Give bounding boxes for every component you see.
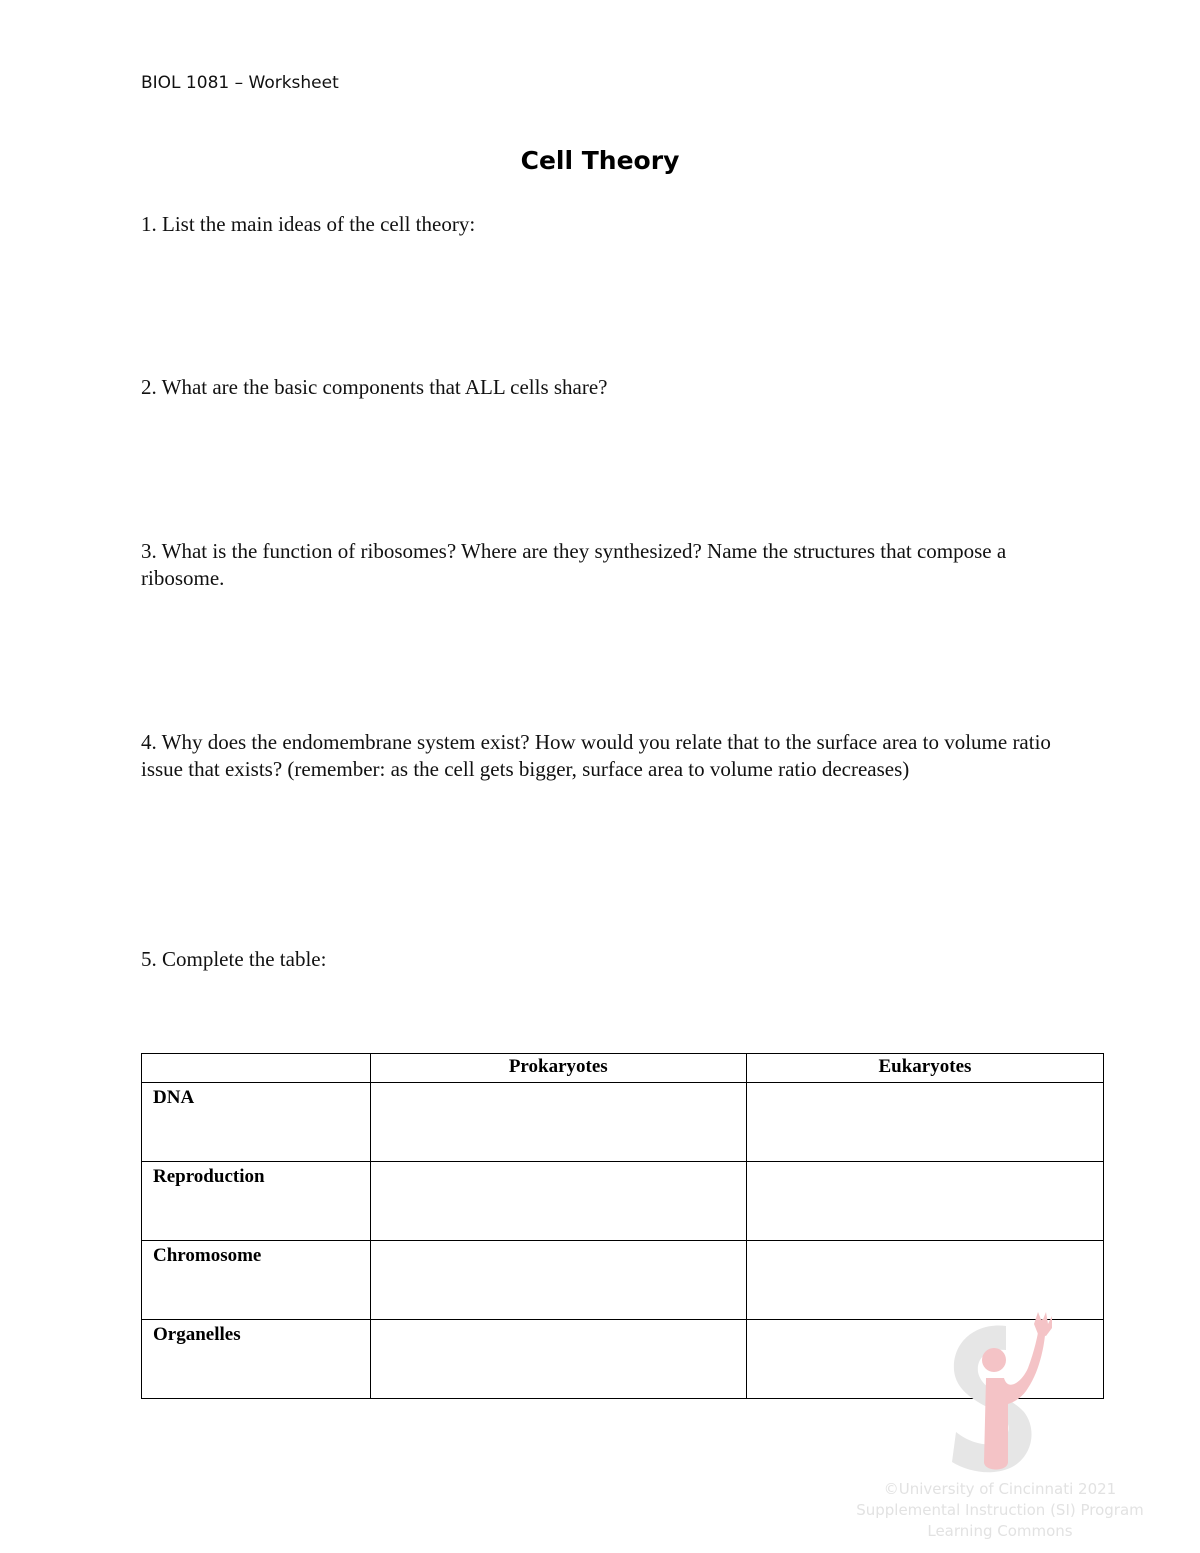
row-label-chromosome: Chromosome xyxy=(142,1241,371,1320)
answer-cell[interactable] xyxy=(746,1162,1103,1241)
footer-line: Supplemental Instruction (SI) Program xyxy=(856,1501,1144,1519)
row-label-organelles: Organelles xyxy=(142,1320,371,1399)
row-label-dna: DNA xyxy=(142,1083,371,1162)
table-header-eukaryotes: Eukaryotes xyxy=(746,1054,1103,1083)
table-row xyxy=(142,1241,1104,1320)
si-person-icon xyxy=(948,1312,1058,1482)
row-label-reproduction: Reproduction xyxy=(142,1162,371,1241)
question-2: 2. What are the basic components that ALL cells share? xyxy=(141,375,608,399)
table-header-prokaryotes: Prokaryotes xyxy=(370,1054,746,1083)
question-5: 5. Complete the table: xyxy=(141,947,327,971)
answer-cell[interactable] xyxy=(370,1241,746,1320)
answer-cell[interactable] xyxy=(370,1162,746,1241)
question-3: 3. What is the function of ribosomes? Where are they synthesized? Name the structures that compose a ribosome. xyxy=(141,539,1007,590)
answer-cell[interactable] xyxy=(370,1083,746,1162)
answer-cell[interactable] xyxy=(370,1320,746,1399)
table-row xyxy=(142,1162,1104,1241)
question-4: 4. Why does the endomembrane system exist? How would you relate that to the surface area to volume ratio issue that exists? (remember: as the cell gets bigger, surface area to volume ratio decreases) xyxy=(141,730,1051,781)
table-header-cell xyxy=(142,1054,371,1083)
si-hand xyxy=(1034,1312,1052,1336)
footer-line: Learning Commons xyxy=(927,1522,1073,1540)
si-head xyxy=(982,1348,1006,1372)
worksheet-header: BIOL 1081 – Worksheet xyxy=(141,73,339,93)
table-header-row xyxy=(142,1054,1104,1083)
copyright-footer xyxy=(855,1479,1145,1542)
answer-cell[interactable] xyxy=(746,1241,1103,1320)
table-row xyxy=(142,1083,1104,1162)
answer-cell[interactable] xyxy=(746,1083,1103,1162)
page-title: Cell Theory xyxy=(520,146,680,175)
footer-line: ©University of Cincinnati 2021 xyxy=(883,1480,1117,1498)
question-1: 1. List the main ideas of the cell theory: xyxy=(141,212,476,236)
